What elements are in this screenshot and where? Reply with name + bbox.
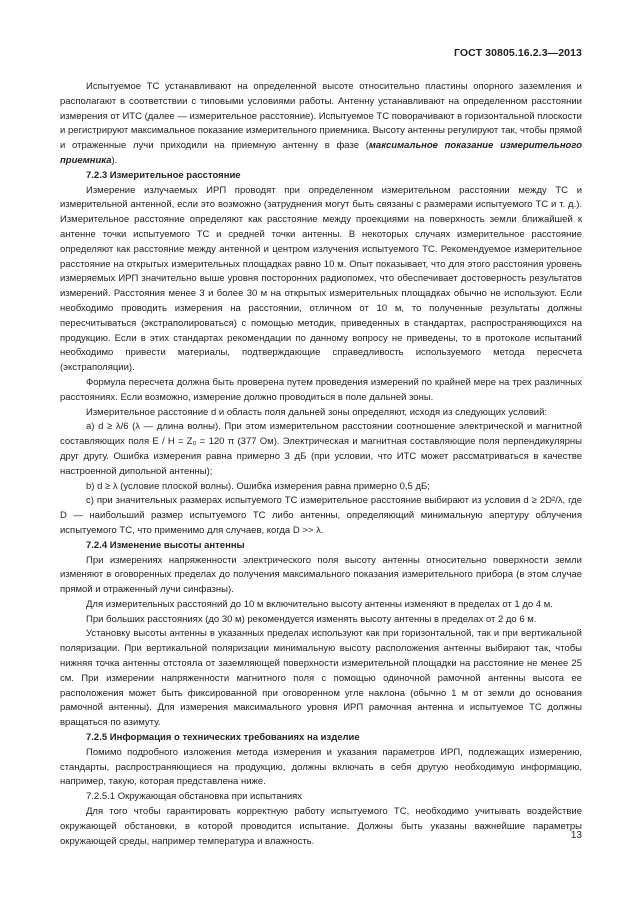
page-number: 13 bbox=[570, 830, 582, 841]
section-heading-7-2-3: 7.2.3 Измерительное расстояние bbox=[86, 169, 241, 181]
document-standard-id: ГОСТ 30805.16.2.3—2013 bbox=[454, 47, 582, 59]
subsection-heading-7-2-5-1: 7.2.5.1 Окружающая обстановка при испытаниях bbox=[86, 791, 303, 803]
paragraph: Установку высоты антенны в указанных пределах используют как при горизонтальной, так и при вертикальной поляризации. При вертикальной поляризации минимальную высоту расположения антенны выбирают так, чтобы нижняя точка антенны отстояла от заземляющей поверхности измерительной площадки на расстояние не менее 25 см. При измерении напряженности магнитного поля с помощью одиночной рамочной антенны высота ее расположения может быть фиксированной при оговоренном угле наклона (обычно 1 м от земли до основания рамочной антенны). Для измерения максимального уровня ИРП рамочная антенна и испытуемое ТС должны вращаться по азимуту. bbox=[60, 628, 582, 729]
paragraph: При больших расстояниях (до 30 м) рекомендуется изменять высоту антенны в пределах от 2 до 6 м. bbox=[86, 613, 537, 625]
paragraph: Для того чтобы гарантировать корректную работу испытуемого ТС, необходимо учитывать воздействие окружающей обстановки, в которой проводится испытание. Должны быть указаны важнейшие параметры окружающей среды, например температура и влажность. bbox=[60, 806, 582, 847]
paragraph: Измерительное расстояние d и область поля дальней зоны определяют, исходя из следующих условий: bbox=[86, 406, 548, 418]
list-item-c: c) при значительных размерах испытуемого ТС измерительное расстояние выбирают из условия d ≥ 2D²/λ, где D — наибольший размер испытуемого ТС либо антенны, определяющий минимальную апертуру облучения испытуемого ТС, что применимо для случаев, когда D >> λ. bbox=[60, 495, 582, 536]
document-body bbox=[60, 80, 582, 849]
paragraph: Формула пересчета должна быть проверена путем проведения измерений по крайней мере на трех различных расстояниях. Если возможно, измерение должно проводиться в поле дальней зоны. bbox=[60, 376, 582, 403]
paragraph: При измерениях напряженности электрического поля высоту антенны относительно поверхности земли изменяют в оговоренных пределах до получения максимального показания измерительного прибора (в этом случае прямой и отраженный лучи синфазны). bbox=[60, 554, 582, 596]
paragraph: Для измерительных расстояний до 10 м включительно высоту антенны изменяют в пределах от 1 до 4 м. bbox=[86, 598, 553, 610]
paragraph-intro: Испытуемое ТС устанавливают на определенной высоте относительно пластины опорного заземления и располагают в соответствии с типовыми условиями работы. Антенну устанавливают на определенном расстоянии измерения от ИТС (далее — измерительное расстояние). Испытуемое ТС поворачивают в горизонтальной плоскости и регистрируют максимальное показание измерительного приемника. Высоту антенны регулируют так, чтобы прямой и отраженные лучи приходили на приемную антенну в фазе (максимальное показание измерительного приемника). bbox=[60, 81, 582, 166]
list-item-a: a) d ≥ λ/6 (λ — длина волны). При этом измерительном расстоянии соотношение электрической и магнитной составляющих поля E / H = Z₀ = 120 π (377 Ом). Электрическая и магнитная составляющие поля перпендикулярны друг другу. Ошибка измерения равна примерно 3 дБ (при условии, что ИТС может рассматриваться в качестве настроенной дипольной антенны); bbox=[60, 421, 582, 477]
paragraph: Измерение излучаемых ИРП проводят при определенном измерительном расстоянии между ТС и измерительной антенной, если это возможно (затруднения могут быть связаны с размерами испытуемого ТС и т. д.). Измерительное расстояние определяют как расстояние между проекциями на поверхность земли ближайшей к антенне точки испытуемого ТС и средней точки антенны. В некоторых случаях измерительное расстояние определяют как расстояние между антенной и центром излучения испытуемого ТС. Рекомендуемое измерительное расстояние на открытых измерительных площадках равно 10 м. Опыт показывает, что для этого расстояния уровень измеряемых ИРП значительно выше уровня посторонних радиопомех, что обеспечивает достоверность результатов измерений. Расстояния менее 3 и более 30 м на открытых измерительных площадках обычно не используют. Если необходимо проводить измерения на расстоянии, отличном от 10 м, то полученные результаты должны пересчитываться (экстраполироваться) с помощью методик, приведенных в стандартах, распространяющихся на продукцию. Если в этих стандартах рекомендации по данному вопросу не приведены, то в протоколе испытаний необходимо привести материалы, подтверждающие справедливость используемого метода пересчета (экстраполяции). bbox=[60, 184, 582, 374]
paragraph: Помимо подробного изложения метода измерения и указания параметров ИРП, подлежащих измерению, стандарты, распространяющиеся на продукцию, должны включать в себя другую необходимую информацию, например, такую, которая представлена ниже. bbox=[60, 746, 582, 788]
section-heading-7-2-4: 7.2.4 Изменение высоты антенны bbox=[86, 539, 245, 551]
section-heading-7-2-5: 7.2.5 Информация о технических требованиях на изделие bbox=[86, 732, 360, 744]
list-item-b: b) d ≥ λ (условие плоской волны). Ошибка измерения равна примерно 0,5 дБ; bbox=[86, 480, 430, 492]
